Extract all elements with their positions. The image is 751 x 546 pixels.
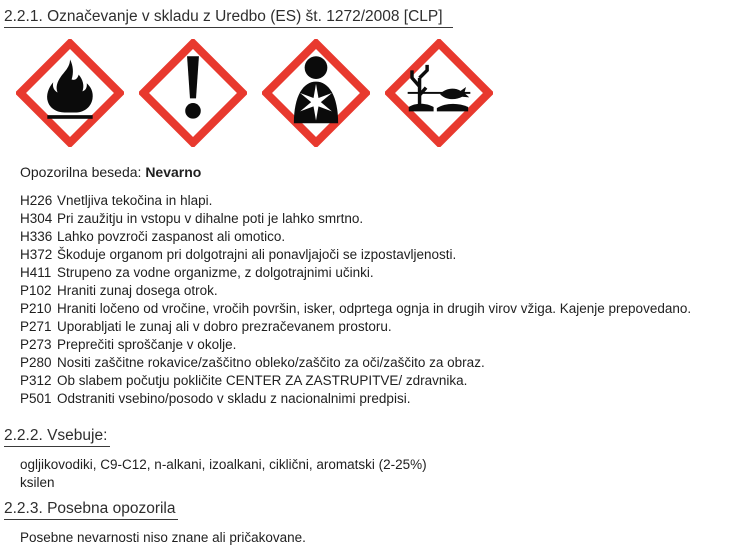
statement-code: H304 <box>20 211 53 226</box>
statement-text: Hraniti zunaj dosega otrok. <box>57 283 218 298</box>
statement-code: H411 <box>20 265 52 280</box>
statement-text: Preprečiti sproščanje v okolje. <box>57 337 237 352</box>
hazard-statement-row <box>20 228 751 246</box>
contains-line: ogljikovodiki, C9-C12, n-alkani, izoalkani, ciklični, aromatski (2-25%) <box>20 457 427 472</box>
statement-text: Uporabljati le zunaj ali v dobro prezračevanem prostoru. <box>57 319 392 334</box>
statement-code: P102 <box>20 283 52 298</box>
hazard-statement-row <box>20 264 751 282</box>
signal-word-label: Opozorilna beseda: <box>20 164 142 180</box>
section-heading-2-2-2-text: 2.2.2. Vsebuje: <box>4 426 110 447</box>
section-heading-2-2-2 <box>4 426 751 447</box>
statement-text: Vnetljiva tekočina in hlapi. <box>57 193 213 208</box>
hazard-statement-row <box>20 390 751 408</box>
statement-code: P280 <box>20 355 52 370</box>
hazard-statement-row <box>20 354 751 372</box>
statement-text: Pri zaužitju in vstopu v dihalne poti je lahko smrtno. <box>57 211 364 226</box>
statement-text: Odstraniti vsebino/posodo v skladu z nacionalnimi predpisi. <box>57 391 411 406</box>
statement-code: P210 <box>20 301 52 316</box>
statement-text: Hraniti ločeno od vročine, vročih površin, isker, odprtega ognja in drugih virov vžiga. Kajenje prepovedano. <box>57 301 692 316</box>
hazard-statements-list <box>20 192 751 408</box>
statement-code: P501 <box>20 391 52 406</box>
hazard-statement-row <box>20 282 751 300</box>
ghs09-environment-icon <box>385 39 493 147</box>
statement-code: H336 <box>20 229 53 244</box>
ghs08-health-hazard-icon <box>262 39 370 147</box>
ghs-pictogram-row <box>16 39 751 147</box>
signal-word-value: Nevarno <box>145 164 202 180</box>
statement-text: Lahko povzroči zaspanost ali omotico. <box>57 229 286 244</box>
statement-text: Strupeno za vodne organizme, z dolgotrajnimi učinki. <box>57 265 374 280</box>
ghs07-exclamation-icon <box>139 39 247 147</box>
section-heading-2-2-1 <box>4 7 751 28</box>
contains-substances <box>20 456 751 492</box>
ghs02-flame-icon <box>16 39 124 147</box>
section-heading-2-2-1-text: 2.2.1. Označevanje v skladu z Uredbo (ES) št. 1272/2008 [CLP] <box>4 7 453 28</box>
hazard-statement-row <box>20 246 751 264</box>
section-heading-2-2-3-text: 2.2.3. Posebna opozorila <box>4 499 178 520</box>
section-heading-2-2-3 <box>4 499 751 520</box>
statement-code: P273 <box>20 337 52 352</box>
hazard-statement-row <box>20 192 751 210</box>
statement-code: H372 <box>20 247 53 262</box>
hazard-statement-row <box>20 210 751 228</box>
statement-text: Škoduje organom pri dolgotrajni ali ponavljajoči se izpostavljenosti. <box>57 247 457 262</box>
hazard-statement-row <box>20 318 751 336</box>
hazard-statement-row <box>20 300 751 318</box>
statement-text: Nositi zaščitne rokavice/zaščitno obleko/zaščito za oči/zaščito za obraz. <box>57 355 485 370</box>
statement-code: P312 <box>20 373 52 388</box>
statement-code: P271 <box>20 319 52 334</box>
signal-word-line <box>20 164 751 181</box>
contains-line: ksilen <box>20 475 55 490</box>
hazard-statement-row <box>20 336 751 354</box>
statement-code: H226 <box>20 193 53 208</box>
hazard-statement-row <box>20 372 751 390</box>
special-warnings-text: Posebne nevarnosti niso znane ali pričakovane. <box>20 530 306 545</box>
statement-text: Ob slabem počutju pokličite CENTER ZA ZASTRUPITVE/ zdravnika. <box>57 373 468 388</box>
